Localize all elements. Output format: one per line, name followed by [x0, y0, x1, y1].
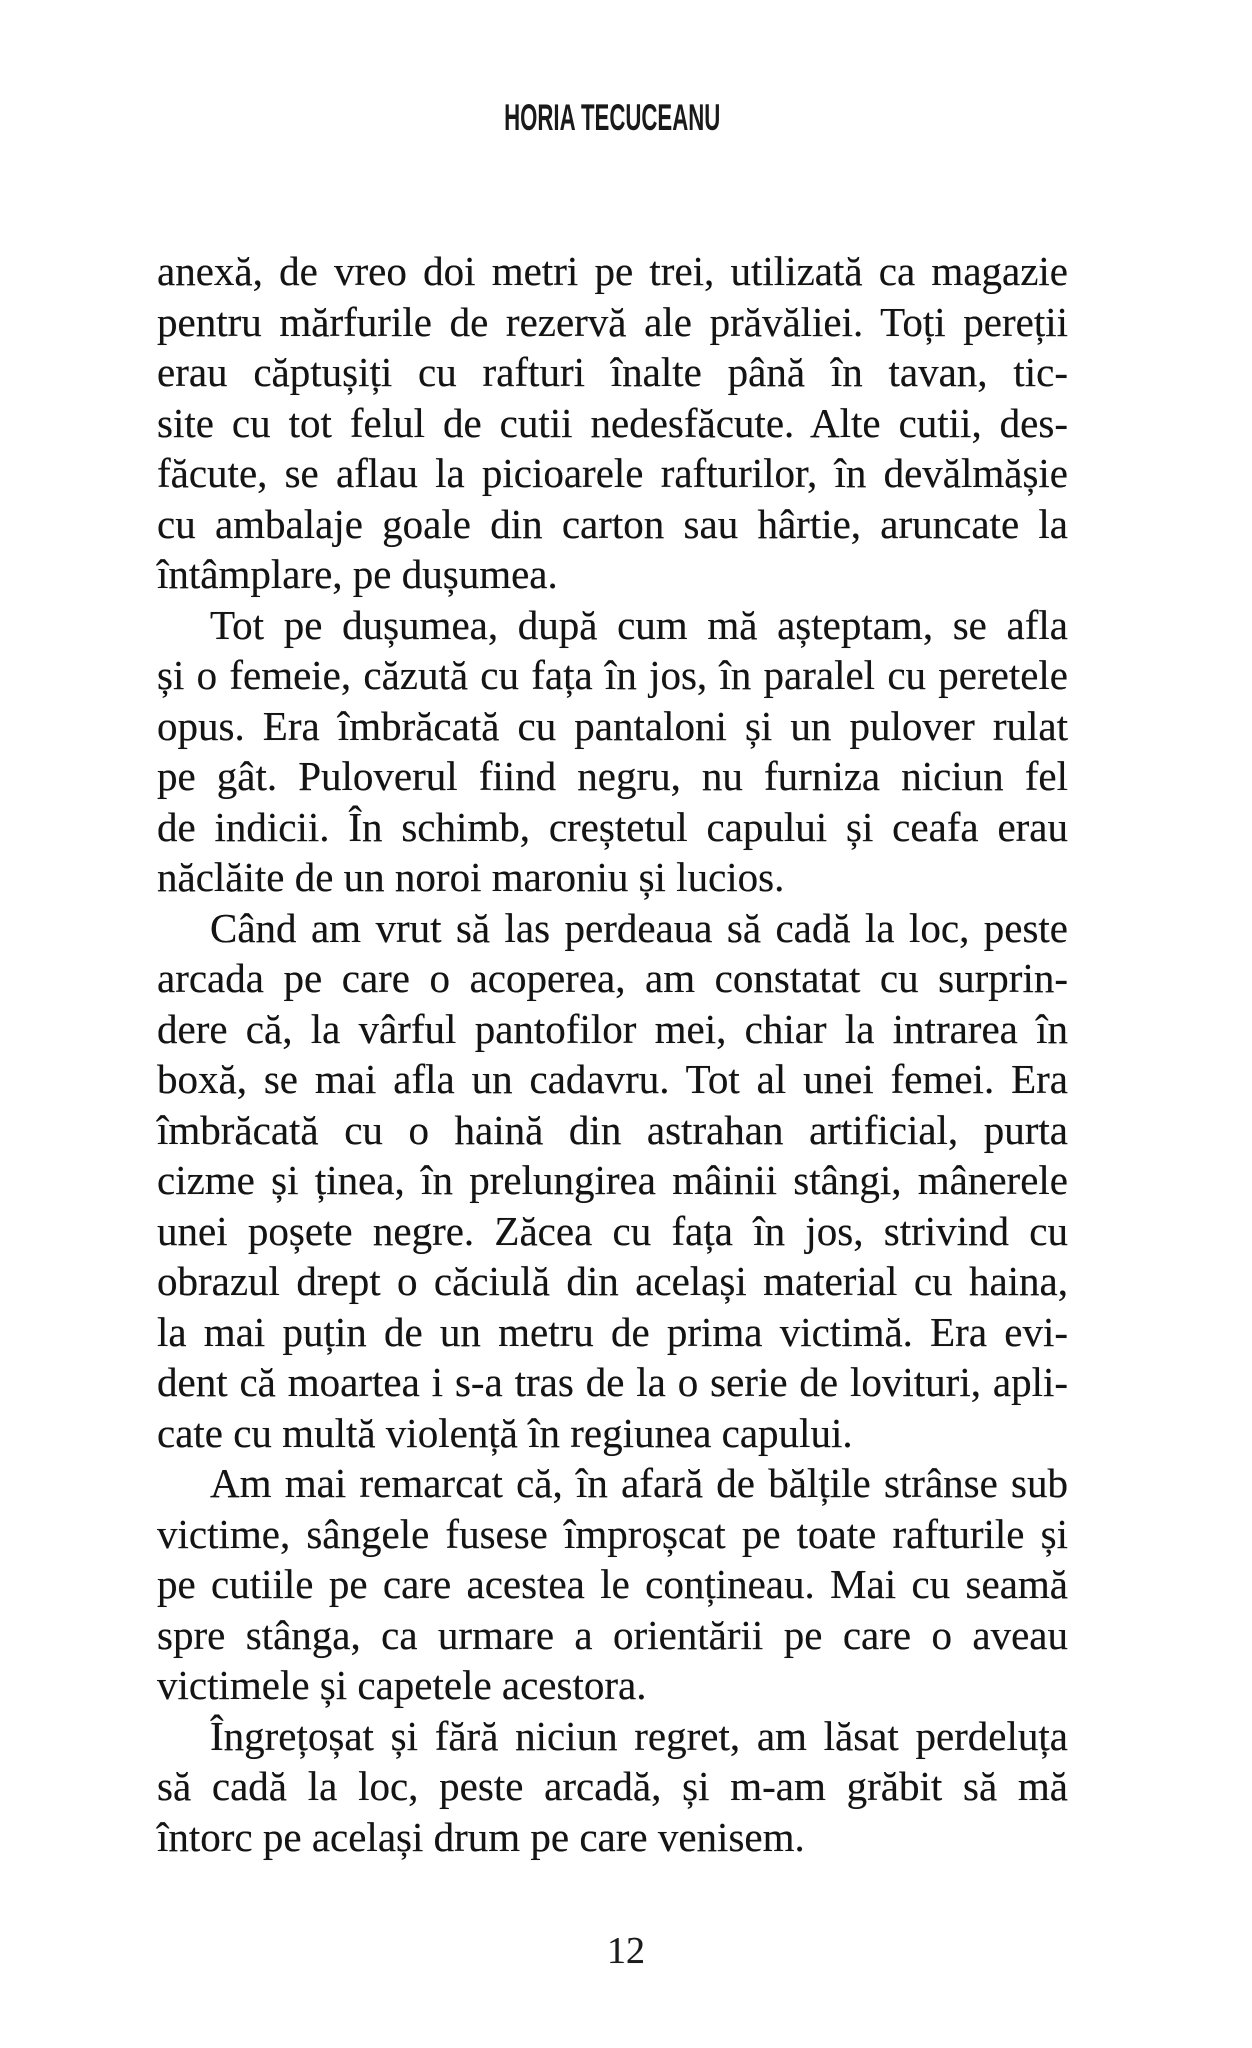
- text-line: îmbrăcată cu o haină din astrahan artificial, purta: [157, 1106, 1068, 1153]
- text-line: năclăite de un noroi maroniu și lucios.: [157, 854, 785, 900]
- text-line: să cadă la loc, peste arcadă, și m-am grăbit să mă: [157, 1763, 1068, 1809]
- text-line: victimele și capetele acestora.: [157, 1662, 647, 1708]
- text-line: dere că, la vârful pantofilor mei, chiar la intrarea în: [157, 1005, 1068, 1052]
- running-header: [157, 97, 1068, 139]
- text-line: și o femeie, căzută cu fața în jos, în paralel cu peretele: [157, 652, 1068, 698]
- text-line: pentru mărfurile de rezervă ale prăvăliei. Toți pereții: [157, 298, 1068, 345]
- text-line: la mai puțin de un metru de prima victimă. Era evi-: [157, 1308, 1068, 1355]
- body-text-block: [157, 246, 1068, 1862]
- page-number: 12: [607, 1930, 645, 1972]
- text-line: de indicii. În schimb, creștetul capului și ceafa erau: [157, 803, 1068, 850]
- text-line: unei poșete negre. Zăcea cu fața în jos, strivind cu: [157, 1207, 1068, 1254]
- text-line: arcada pe care o acoperea, am constatat cu surprin-: [157, 955, 1068, 1001]
- text-line: obrazul drept o căciulă din același material cu haina,: [157, 1258, 1068, 1304]
- text-line: site cu tot felul de cutii nedesfăcute. Alte cutii, des-: [157, 399, 1068, 446]
- text-line: erau căptușiți cu rafturi înalte până în tavan, tic-: [157, 349, 1068, 395]
- text-line: Am mai remarcat că, în afară de bălțile strânse sub: [210, 1460, 1068, 1506]
- text-line: opus. Era îmbrăcată cu pantaloni și un pulover rulat: [157, 702, 1068, 749]
- text-line: cate cu multă violență în regiunea capului.: [157, 1409, 853, 1456]
- text-line: dent că moartea i s-a tras de la o serie de lovituri, apli-: [157, 1359, 1068, 1405]
- text-line: victime, sângele fusese împroșcat pe toate rafturile și: [157, 1510, 1068, 1557]
- text-line: pe cutiile pe care acestea le conțineau. Mai cu seamă: [157, 1561, 1068, 1607]
- text-line: cu ambalaje goale din carton sau hârtie, aruncate la: [157, 500, 1068, 547]
- text-line: întâmplare, pe dușumea.: [157, 551, 558, 597]
- text-line: spre stânga, ca urmare a orientării pe care o aveau: [157, 1611, 1068, 1658]
- text-line: făcute, se aflau la picioarele rafturilor, în devălmășie: [157, 450, 1068, 496]
- author-name-header: HORIA TECUCEANU: [504, 97, 721, 138]
- text-line: pe gât. Puloverul fiind negru, nu furniza niciun fel: [157, 753, 1068, 799]
- text-line: boxă, se mai afla un cadavru. Tot al unei femei. Era: [157, 1056, 1068, 1102]
- text-line: anexă, de vreo doi metri pe trei, utilizată ca magazie: [157, 248, 1068, 294]
- text-line: cizme și ținea, în prelungirea mâinii stângi, mânerele: [157, 1157, 1068, 1203]
- text-line: Îngrețoșat și fără niciun regret, am lăsat perdeluța: [210, 1712, 1068, 1759]
- text-line: Când am vrut să las perdeaua să cadă la loc, peste: [210, 904, 1068, 951]
- text-line: Tot pe dușumea, după cum mă așteptam, se afla: [210, 601, 1068, 648]
- text-line: întorc pe același drum pe care venisem.: [157, 1813, 805, 1860]
